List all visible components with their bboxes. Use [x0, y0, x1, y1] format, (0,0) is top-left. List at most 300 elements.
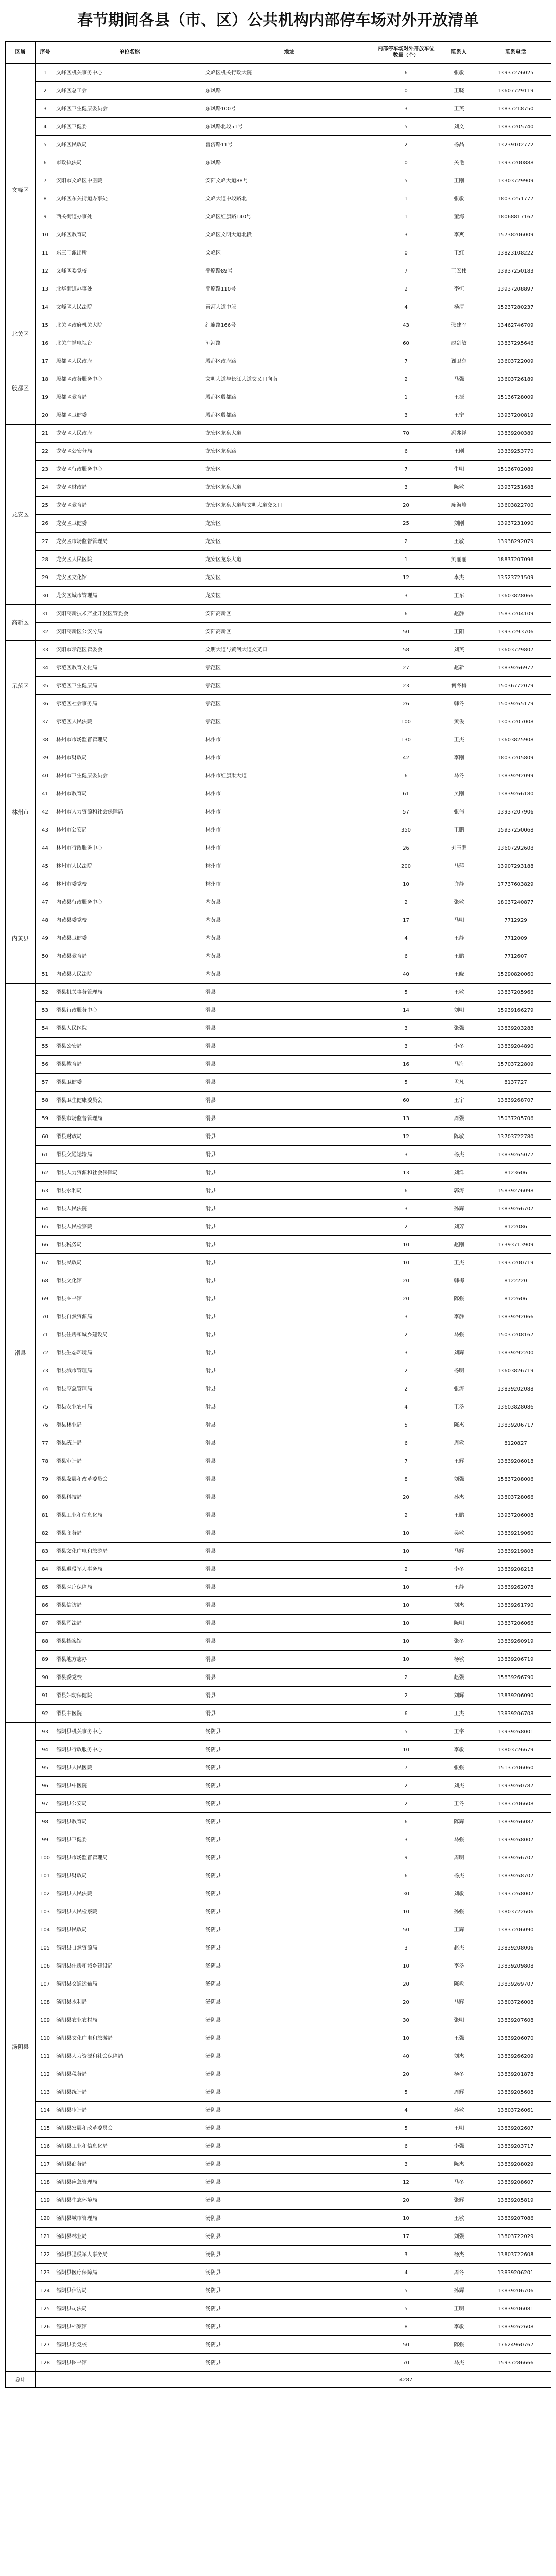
table-row: [6, 984, 551, 1002]
table-row: [6, 1885, 551, 1903]
address: 汤阴县: [204, 1723, 374, 1741]
parking-spaces: 3: [374, 1308, 438, 1326]
contact-phone: 13839206717: [480, 1416, 551, 1434]
address: 滑县: [204, 1705, 374, 1723]
table-row: [6, 1524, 551, 1543]
parking-spaces: 0: [374, 82, 438, 100]
parking-spaces: 130: [374, 731, 438, 749]
parking-spaces: 20: [374, 1272, 438, 1290]
unit-name: 汤阴县工业和信息化局: [55, 2138, 204, 2156]
contact-phone: 8122086: [480, 1218, 551, 1236]
table-row: [6, 785, 551, 803]
unit-name: 内黄县行政服务中心: [55, 893, 204, 911]
contact-person: 陈杰: [438, 2156, 480, 2174]
contact-phone: 13839292200: [480, 1344, 551, 1362]
unit-name: 滑县行政服务中心: [55, 1002, 204, 1020]
unit-name: 汤阴县教育局: [55, 1813, 204, 1831]
address: 林州市: [204, 839, 374, 857]
address: 汤阴县: [204, 2011, 374, 2029]
address: 滑县: [204, 1344, 374, 1362]
contact-person: 陈敏: [438, 1128, 480, 1146]
unit-name: 汤阴县民政局: [55, 1921, 204, 1939]
table-row: [6, 569, 551, 587]
unit-name: 滑县卫健委: [55, 1074, 204, 1092]
row-number: 115: [36, 2120, 55, 2138]
contact-person: 李敏: [438, 2318, 480, 2336]
table-row: [6, 731, 551, 749]
table-row: [6, 1074, 551, 1092]
parking-spaces: 5: [374, 984, 438, 1002]
contact-person: 韩冬: [438, 695, 480, 713]
unit-name: 汤阴县发展和改革委员会: [55, 2120, 204, 2138]
contact-phone: 13839202088: [480, 1380, 551, 1398]
contact-person: 陈强: [438, 1290, 480, 1308]
contact-phone: 13937200819: [480, 406, 551, 425]
district-cell: 汤阴县: [6, 1723, 36, 2372]
address: 滑县: [204, 1380, 374, 1398]
contact-phone: 13603729807: [480, 641, 551, 659]
address: 汤阴县: [204, 2029, 374, 2047]
unit-name: 滑县人民检察院: [55, 1218, 204, 1236]
table-row: [6, 2138, 551, 2156]
unit-name: 汤阴县中医院: [55, 1777, 204, 1795]
contact-person: 王鹏: [438, 821, 480, 839]
contact-person: 陈明: [438, 1615, 480, 1633]
parking-spaces: 12: [374, 1128, 438, 1146]
contact-person: 陈敏: [438, 1975, 480, 1993]
address: 滑县: [204, 1002, 374, 1020]
row-number: 73: [36, 1362, 55, 1380]
table-row: [6, 857, 551, 875]
table-row: [6, 388, 551, 406]
contact-person: 张强: [438, 1759, 480, 1777]
row-number: 104: [36, 1921, 55, 1939]
address: 汤阴县: [204, 1831, 374, 1849]
parking-spaces: 7: [374, 1759, 438, 1777]
table-row: [6, 1669, 551, 1687]
unit-name: 滑县城市管理局: [55, 1362, 204, 1380]
contact-phone: 13803722608: [480, 2246, 551, 2264]
address: 示范区: [204, 713, 374, 731]
unit-name: 文峰区民政局: [55, 136, 204, 154]
contact-phone: 13839206706: [480, 2282, 551, 2300]
unit-name: 林州市卫生健康委员会: [55, 767, 204, 785]
contact-person: 李冬: [438, 1038, 480, 1056]
parking-spaces: 58: [374, 641, 438, 659]
table-row: [6, 767, 551, 785]
parking-spaces: 10: [374, 1597, 438, 1615]
unit-name: 滑县信访局: [55, 1597, 204, 1615]
row-number: 97: [36, 1795, 55, 1813]
address: 滑县: [204, 1092, 374, 1110]
contact-person: 张建军: [438, 316, 480, 334]
parking-spaces: 5: [374, 2120, 438, 2138]
address: 汤阴县: [204, 1795, 374, 1813]
contact-phone: 13839203288: [480, 1020, 551, 1038]
contact-phone: 15939166279: [480, 1002, 551, 1020]
contact-person: 王敏: [438, 984, 480, 1002]
parking-spaces: 6: [374, 767, 438, 785]
unit-name: 汤阴县医疗保障局: [55, 2264, 204, 2282]
parking-spaces: 2: [374, 893, 438, 911]
contact-phone: 13937207906: [480, 803, 551, 821]
contact-person: 赵刚: [438, 1236, 480, 1254]
table-row: [6, 1543, 551, 1561]
contact-person: 王红: [438, 244, 480, 262]
row-number: 76: [36, 1416, 55, 1434]
contact-phone: 13603822700: [480, 497, 551, 515]
row-number: 50: [36, 947, 55, 965]
contact-phone: 18037240877: [480, 893, 551, 911]
contact-person: 赵强: [438, 1669, 480, 1687]
row-number: 79: [36, 1470, 55, 1488]
row-number: 106: [36, 1957, 55, 1975]
contact-person: 韩梅: [438, 1272, 480, 1290]
parking-spaces: 4: [374, 298, 438, 316]
district-cell: 示范区: [6, 641, 36, 731]
address: 内黄县: [204, 947, 374, 965]
contact-phone: 13603825908: [480, 731, 551, 749]
address: 平原路89号: [204, 262, 374, 280]
address: 滑县: [204, 1470, 374, 1488]
parking-spaces: 3: [374, 226, 438, 244]
contact-person: 杨杰: [438, 1867, 480, 1885]
contact-person: 张敏: [438, 64, 480, 82]
unit-name: 汤阴县人力资源和社会保障局: [55, 2047, 204, 2065]
unit-name: 北关广播电视台: [55, 334, 204, 352]
contact-phone: 13937208897: [480, 280, 551, 298]
unit-name: 殷都区教育局: [55, 388, 204, 406]
unit-name: 龙安区人民政府: [55, 425, 204, 443]
contact-phone: 13839262608: [480, 2318, 551, 2336]
contact-phone: 13839202607: [480, 2120, 551, 2138]
address: 文峰大道中段路北: [204, 190, 374, 208]
row-number: 98: [36, 1813, 55, 1831]
row-number: 124: [36, 2282, 55, 2300]
table-body: [6, 64, 551, 2388]
row-number: 111: [36, 2047, 55, 2065]
table-row: [6, 2174, 551, 2192]
unit-name: 汤阴县机关事务中心: [55, 1723, 204, 1741]
unit-name: 汤阴县公安局: [55, 1795, 204, 1813]
row-number: 80: [36, 1488, 55, 1506]
address: 龙安区龙泉大道: [204, 425, 374, 443]
parking-spaces: 16: [374, 1056, 438, 1074]
table-row: [6, 1993, 551, 2011]
table-row: [6, 334, 551, 352]
address: 滑县: [204, 1543, 374, 1561]
parking-spaces: 5: [374, 2300, 438, 2318]
address: 文明大道与长江大道交叉口向南: [204, 370, 374, 388]
unit-name: 汤阴县信访局: [55, 2282, 204, 2300]
row-number: 93: [36, 1723, 55, 1741]
row-number: 20: [36, 406, 55, 425]
parking-spaces: 6: [374, 64, 438, 82]
row-number: 103: [36, 1903, 55, 1921]
parking-spaces: 7: [374, 352, 438, 370]
address: 黄河大道中段: [204, 298, 374, 316]
address: 滑县: [204, 1561, 374, 1579]
table-row: [6, 154, 551, 172]
contact-phone: 18837207096: [480, 551, 551, 569]
contact-person: 马辉: [438, 1993, 480, 2011]
contact-person: 杨敏: [438, 1651, 480, 1669]
row-number: 28: [36, 551, 55, 569]
contact-phone: 13523721509: [480, 569, 551, 587]
row-number: 17: [36, 352, 55, 370]
total-label: 总计: [6, 2372, 36, 2388]
address: 示范区: [204, 677, 374, 695]
parking-spaces: 50: [374, 1921, 438, 1939]
unit-name: 汤阴县人民法院: [55, 1885, 204, 1903]
contact-phone: 13803726679: [480, 1741, 551, 1759]
parking-spaces: 2: [374, 1561, 438, 1579]
table-row: [6, 136, 551, 154]
row-number: 38: [36, 731, 55, 749]
table-row: [6, 1038, 551, 1056]
parking-spaces: 10: [374, 1254, 438, 1272]
address: 滑县: [204, 1579, 374, 1597]
address: 汤阴县: [204, 2300, 374, 2318]
contact-phone: 15738206009: [480, 226, 551, 244]
parking-spaces: 6: [374, 1705, 438, 1723]
unit-name: 汤阴县人民医院: [55, 1759, 204, 1777]
parking-spaces: 10: [374, 875, 438, 893]
table-row: [6, 1290, 551, 1308]
contact-person: 李刚: [438, 749, 480, 767]
parking-list-table: [5, 41, 551, 2388]
table-row: [6, 352, 551, 370]
unit-name: 龙安区卫健委: [55, 515, 204, 533]
address: 林州市: [204, 749, 374, 767]
contact-person: 张伟: [438, 803, 480, 821]
contact-person: 刘玉鹏: [438, 839, 480, 857]
contact-phone: 13839266707: [480, 1200, 551, 1218]
parking-spaces: 26: [374, 695, 438, 713]
district-cell: 龙安区: [6, 425, 36, 605]
row-number: 60: [36, 1128, 55, 1146]
contact-phone: 7712607: [480, 947, 551, 965]
row-number: 101: [36, 1867, 55, 1885]
table-row: [6, 1795, 551, 1813]
unit-name: 滑县林业局: [55, 1416, 204, 1434]
row-number: 82: [36, 1524, 55, 1543]
table-row: [6, 208, 551, 226]
unit-name: 龙安区市场监督管理局: [55, 533, 204, 551]
table-row: [6, 1633, 551, 1651]
unit-name: 内黄县委党校: [55, 911, 204, 929]
contact-person: 周敏: [438, 1434, 480, 1452]
unit-name: 滑县文化广电和旅游局: [55, 1543, 204, 1561]
contact-person: 刘杰: [438, 1597, 480, 1615]
district-cell: 内黄县: [6, 893, 36, 984]
table-row: [6, 821, 551, 839]
row-number: 62: [36, 1164, 55, 1182]
parking-spaces: 10: [374, 1633, 438, 1651]
contact-phone: 13839201878: [480, 2065, 551, 2083]
unit-name: 示范区教育文化局: [55, 659, 204, 677]
parking-spaces: 1: [374, 190, 438, 208]
table-row: [6, 1128, 551, 1146]
total-filler: [36, 2372, 374, 2388]
table-row: [6, 749, 551, 767]
contact-phone: 13839205819: [480, 2192, 551, 2210]
contact-person: 王杰: [438, 1705, 480, 1723]
row-number: 67: [36, 1254, 55, 1272]
address: 滑县: [204, 1038, 374, 1056]
contact-person: 王明: [438, 2120, 480, 2138]
table-row: [6, 1723, 551, 1741]
district-cell: 文峰区: [6, 64, 36, 316]
table-row: [6, 1398, 551, 1416]
contact-person: 王刚: [438, 172, 480, 190]
parking-spaces: 70: [374, 425, 438, 443]
contact-person: 马冬: [438, 767, 480, 785]
unit-name: 汤阴县自然资源局: [55, 1939, 204, 1957]
parking-spaces: 4: [374, 2264, 438, 2282]
contact-person: 刘强: [438, 2228, 480, 2246]
contact-phone: 13939260787: [480, 1777, 551, 1795]
contact-phone: 13839269707: [480, 1975, 551, 1993]
parking-spaces: 70: [374, 2354, 438, 2372]
contact-phone: 17737603829: [480, 875, 551, 893]
unit-name: 汤阴县城市管理局: [55, 2210, 204, 2228]
address: 滑县: [204, 1506, 374, 1524]
unit-name: 滑县生态环境局: [55, 1344, 204, 1362]
parking-spaces: 6: [374, 2138, 438, 2156]
unit-name: 殷都区政务服务中心: [55, 370, 204, 388]
parking-spaces: 10: [374, 1651, 438, 1669]
unit-name: 龙安区行政服务中心: [55, 461, 204, 479]
contact-person: 郭涛: [438, 1182, 480, 1200]
table-row: [6, 1939, 551, 1957]
unit-name: 滑县水利局: [55, 1182, 204, 1200]
table-row: [6, 280, 551, 298]
parking-spaces: 200: [374, 857, 438, 875]
address: 林州市: [204, 857, 374, 875]
contact-phone: 13839292099: [480, 767, 551, 785]
address: 内黄县: [204, 893, 374, 911]
contact-phone: 13839206018: [480, 1452, 551, 1470]
contact-person: 马辉: [438, 1543, 480, 1561]
parking-spaces: 30: [374, 2011, 438, 2029]
parking-spaces: 10: [374, 2210, 438, 2228]
parking-spaces: 5: [374, 2282, 438, 2300]
table-row: [6, 244, 551, 262]
table-row: [6, 515, 551, 533]
address: 汤阴县: [204, 2246, 374, 2264]
table-row: [6, 1777, 551, 1795]
table-row: [6, 1506, 551, 1524]
row-number: 19: [36, 388, 55, 406]
contact-person: 李敏: [438, 1741, 480, 1759]
unit-name: 汤阴县统计局: [55, 2083, 204, 2102]
address: 滑县: [204, 1434, 374, 1452]
contact-phone: 18037205809: [480, 749, 551, 767]
address: 龙安区龙泉大道: [204, 479, 374, 497]
parking-spaces: 20: [374, 2192, 438, 2210]
contact-person: 王刚: [438, 443, 480, 461]
parking-spaces: 2: [374, 1777, 438, 1795]
unit-name: 文峰区机关事务中心: [55, 64, 204, 82]
table-row: [6, 677, 551, 695]
row-number: 71: [36, 1326, 55, 1344]
unit-name: 文峰区总工会: [55, 82, 204, 100]
parking-spaces: 3: [374, 587, 438, 605]
row-number: 116: [36, 2138, 55, 2156]
row-number: 53: [36, 1002, 55, 1020]
contact-phone: 13603828066: [480, 587, 551, 605]
unit-name: 汤阴县水利局: [55, 1993, 204, 2011]
address: 示范区: [204, 695, 374, 713]
row-number: 29: [36, 569, 55, 587]
parking-spaces: 12: [374, 2174, 438, 2192]
contact-person: 王敏: [438, 533, 480, 551]
contact-phone: 13839206201: [480, 2264, 551, 2282]
address: 内黄县: [204, 911, 374, 929]
unit-name: 汤阴县税务局: [55, 2065, 204, 2083]
contact-person: 陈敏: [438, 479, 480, 497]
contact-person: 王冬: [438, 1795, 480, 1813]
unit-name: 汤阴县市场监督管理局: [55, 1849, 204, 1867]
parking-spaces: 100: [374, 713, 438, 731]
contact-phone: 13839262078: [480, 1579, 551, 1597]
contact-person: 李杰: [438, 569, 480, 587]
parking-spaces: 1: [374, 551, 438, 569]
contact-person: 陈杰: [438, 1416, 480, 1434]
row-number: 66: [36, 1236, 55, 1254]
row-number: 126: [36, 2318, 55, 2336]
address: 红旗路166号: [204, 316, 374, 334]
address: 汤阴县: [204, 2264, 374, 2282]
parking-spaces: 4: [374, 929, 438, 947]
address: 内黄县: [204, 929, 374, 947]
contact-phone: 13803728066: [480, 1488, 551, 1506]
table-row: [6, 370, 551, 388]
row-number: 45: [36, 857, 55, 875]
unit-name: 林州市委党校: [55, 875, 204, 893]
unit-name: 林州市财政局: [55, 749, 204, 767]
parking-spaces: 30: [374, 1885, 438, 1903]
unit-name: 滑县税务局: [55, 1236, 204, 1254]
contact-phone: 13839266180: [480, 785, 551, 803]
table-row: [6, 911, 551, 929]
contact-phone: 18068817167: [480, 208, 551, 226]
row-number: 65: [36, 1218, 55, 1236]
contact-phone: 13037207008: [480, 713, 551, 731]
address: 滑县: [204, 1597, 374, 1615]
row-number: 26: [36, 515, 55, 533]
table-row: [6, 875, 551, 893]
parking-spaces: 20: [374, 1993, 438, 2011]
parking-spaces: 3: [374, 2156, 438, 2174]
contact-phone: 13839261790: [480, 1597, 551, 1615]
row-number: 39: [36, 749, 55, 767]
address: 汤阴县: [204, 2174, 374, 2192]
row-number: 4: [36, 118, 55, 136]
table-row: [6, 695, 551, 713]
row-number: 86: [36, 1597, 55, 1615]
table-row: [6, 2336, 551, 2354]
table-row: [6, 1452, 551, 1470]
unit-name: 文峰区教育局: [55, 226, 204, 244]
contact-phone: 13937268007: [480, 1885, 551, 1903]
parking-spaces: 2: [374, 370, 438, 388]
table-row: [6, 1218, 551, 1236]
unit-name: 汤阴县行政服务中心: [55, 1741, 204, 1759]
contact-person: 赵剑敏: [438, 334, 480, 352]
row-number: 95: [36, 1759, 55, 1777]
